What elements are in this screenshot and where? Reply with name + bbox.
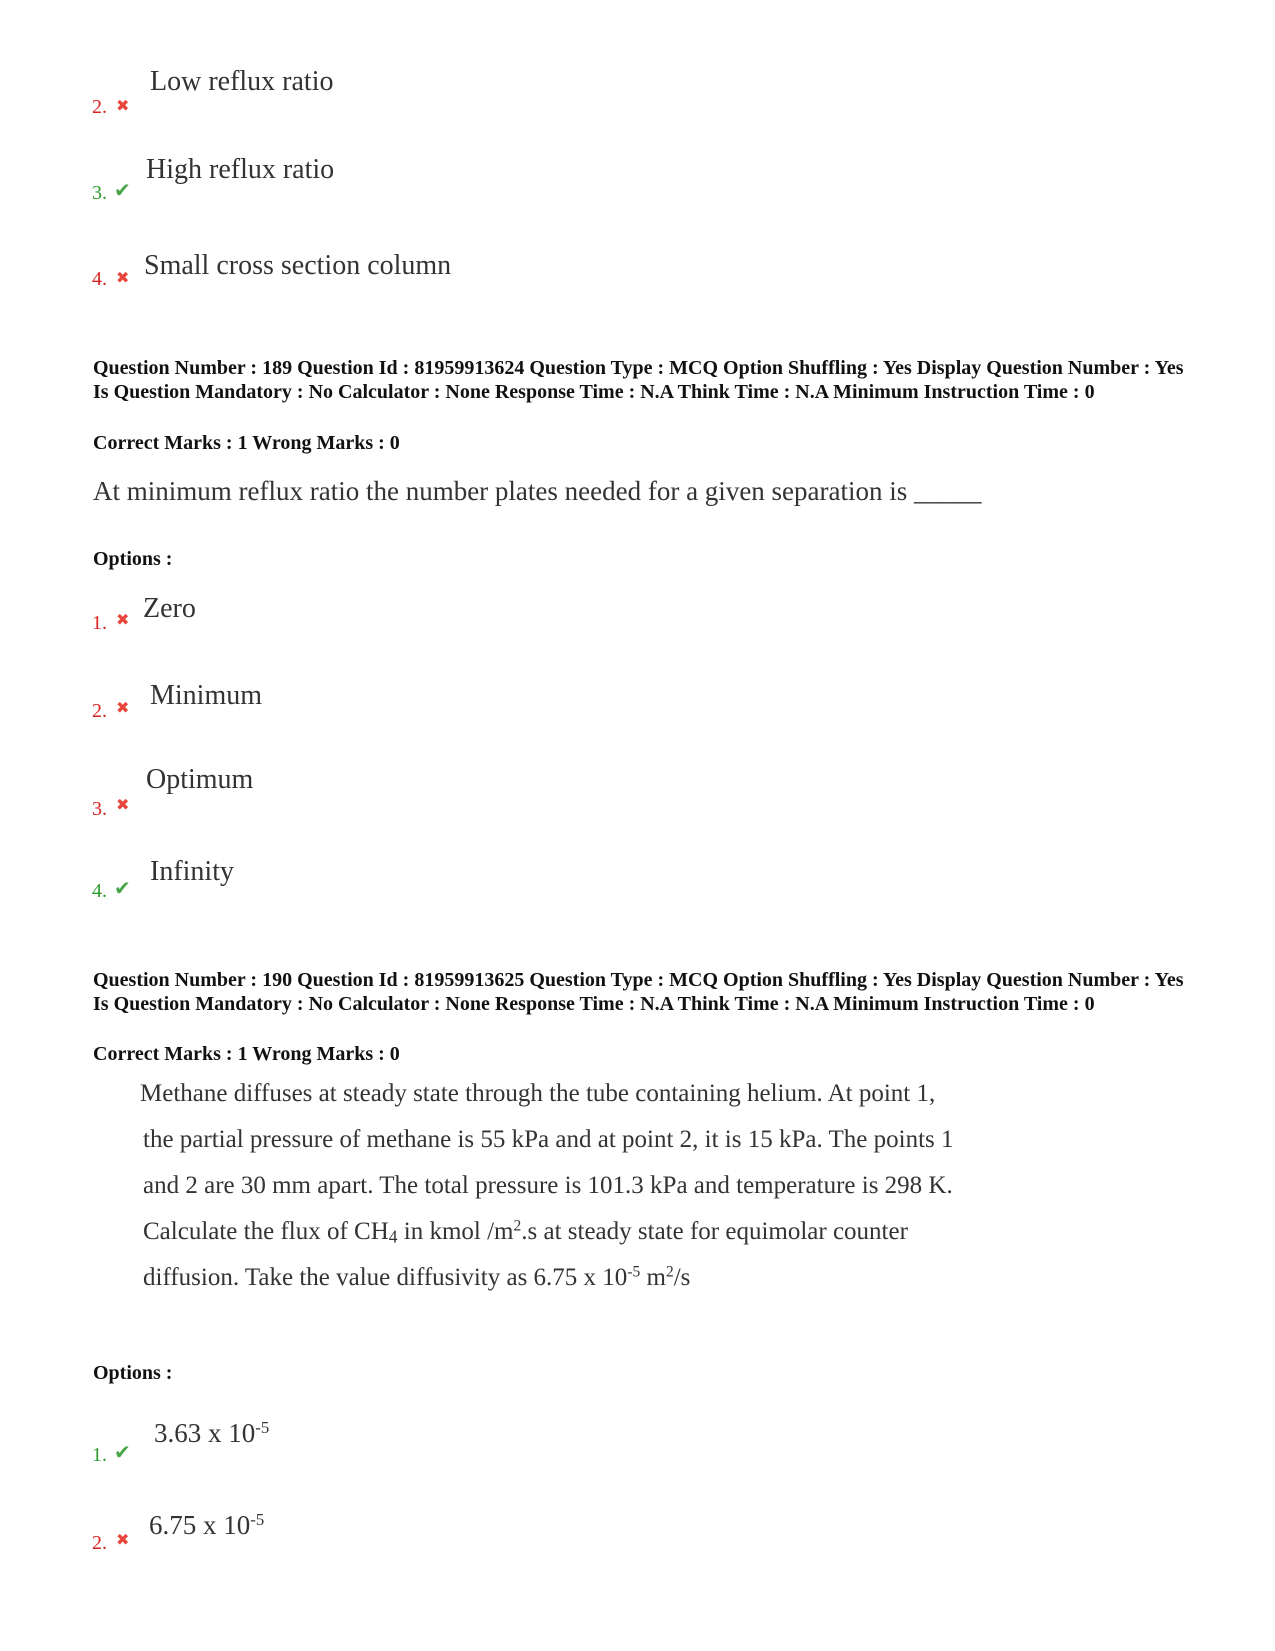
option-text: High reflux ratio [146, 154, 335, 185]
option-number: 3. [92, 798, 107, 820]
option-number: 3. [92, 182, 107, 204]
option-text [149, 1510, 264, 1541]
question-line: and 2 are 30 mm apart. The total pressure is 101.3 kPa and temperature is 298 K. [143, 1172, 953, 1199]
option-exponent: -5 [255, 1417, 270, 1437]
option-text: Small cross section column [144, 250, 452, 281]
subscript: 4 [388, 1226, 398, 1247]
marks-info: Correct Marks : 1 Wrong Marks : 0 [93, 432, 400, 454]
check-mark-icon: ✔ [114, 1440, 131, 1464]
option-number: 4. [92, 880, 107, 902]
check-mark-icon: ✔ [114, 876, 131, 900]
option-number: 1. [92, 1444, 107, 1466]
options-label: Options : [93, 1362, 173, 1384]
text-segment: .s at steady state for equimolar counter [521, 1218, 908, 1245]
option-number: 2. [92, 1532, 107, 1554]
text-segment: Calculate the flux of CH [143, 1218, 389, 1245]
cross-mark-icon: ✖ [116, 610, 130, 629]
option-number: 2. [92, 700, 107, 722]
question-metadata: Question Number : 189 Question Id : 81959913624 Question Type : MCQ Option Shuffling : Yes Display Question Number : Yes Is Question Mandatory : No Calculator : None Response Time : N.A Think Time : N.A Minimum Instruction Time : 0 [93, 357, 1184, 403]
option-base: 3.63 x 10 [154, 1418, 256, 1448]
option-number: 1. [92, 612, 107, 634]
options-label: Options : [93, 548, 173, 570]
question-line: Methane diffuses at steady state through the tube containing helium. At point 1, [140, 1080, 936, 1107]
superscript: 2 [665, 1263, 674, 1281]
question-line [143, 1218, 908, 1246]
option-text: Minimum [150, 680, 263, 711]
superscript: 2 [513, 1217, 522, 1235]
cross-mark-icon: ✖ [116, 96, 130, 115]
option-number: 4. [92, 268, 107, 290]
cross-mark-icon: ✖ [116, 795, 130, 814]
question-line [143, 1264, 690, 1292]
option-base: 6.75 x 10 [149, 1510, 251, 1540]
question-text: At minimum reflux ratio the number plates needed for a given separation is _____ [93, 476, 982, 506]
cross-mark-icon: ✖ [116, 1530, 130, 1549]
text-segment: m [640, 1264, 666, 1291]
marks-info: Correct Marks : 1 Wrong Marks : 0 [93, 1043, 400, 1065]
text-segment: diffusion. Take the value diffusivity as 6.75 x 10 [143, 1264, 628, 1291]
option-number: 2. [92, 96, 107, 118]
question-line: the partial pressure of methane is 55 kPa and at point 2, it is 15 kPa. The points 1 [143, 1126, 954, 1153]
option-text: Optimum [146, 764, 254, 795]
text-segment: /s [673, 1264, 691, 1291]
option-text: Zero [143, 593, 196, 624]
question-metadata: Question Number : 190 Question Id : 81959913625 Question Type : MCQ Option Shuffling : Yes Display Question Number : Yes Is Question Mandatory : No Calculator : None Response Time : N.A Think Time : N.A Minimum Instruction Time : 0 [93, 969, 1184, 1015]
cross-mark-icon: ✖ [116, 268, 130, 287]
option-text: Low reflux ratio [150, 66, 334, 97]
text-segment: in kmol /m [397, 1218, 514, 1245]
superscript: -5 [627, 1263, 641, 1281]
cross-mark-icon: ✖ [116, 698, 130, 717]
option-text [154, 1418, 269, 1449]
option-exponent: -5 [250, 1509, 265, 1529]
option-text: Infinity [150, 856, 234, 887]
check-mark-icon: ✔ [114, 178, 131, 202]
